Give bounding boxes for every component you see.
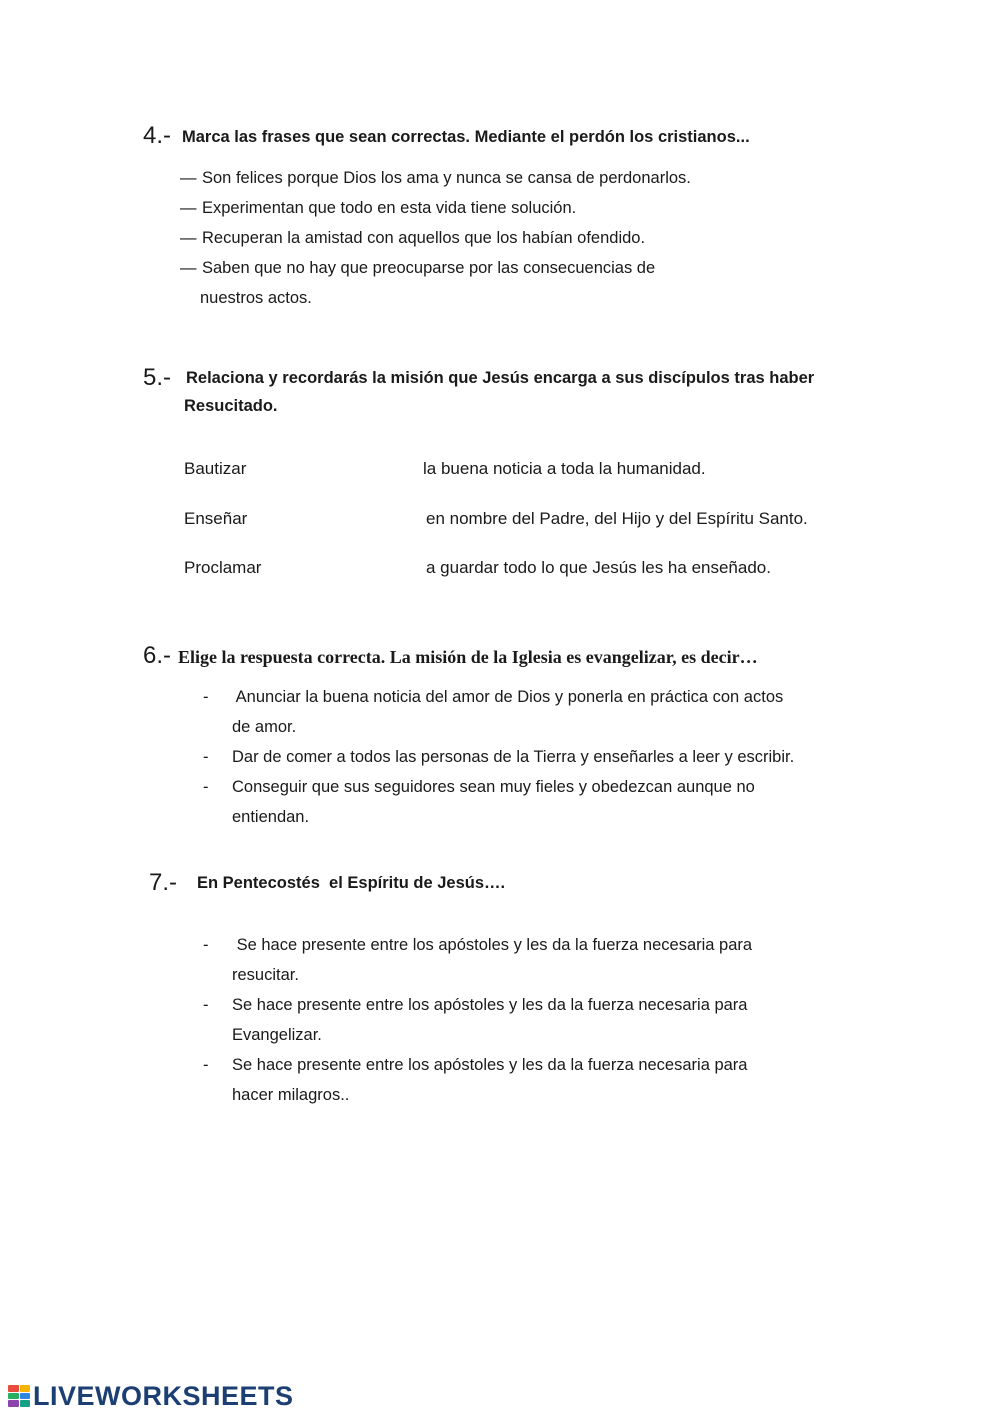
option-text[interactable]: Anunciar la buena noticia del amor de Dios y ponerla en práctica con actos: [232, 688, 784, 706]
match-right-item[interactable]: la buena noticia a toda la humanidad.: [423, 459, 706, 478]
option-dash: —: [180, 169, 197, 187]
option-text[interactable]: Son felices porque Dios los ama y nunca se cansa de perdonarlos.: [202, 169, 691, 187]
question-title: Marca las frases que sean correctas. Mediante el perdón los cristianos...: [182, 128, 750, 146]
match-left-item[interactable]: Bautizar: [184, 459, 247, 478]
liveworksheets-logo[interactable]: [8, 1381, 294, 1411]
question-number: 4.-: [143, 122, 172, 149]
option-dash: -: [203, 688, 209, 706]
option-text[interactable]: Conseguir que sus seguidores sean muy fieles y obedezcan aunque no: [232, 778, 755, 796]
option-text-continuation: entiendan.: [232, 808, 310, 826]
option-dash: -: [203, 778, 209, 796]
option-text-continuation: de amor.: [232, 718, 297, 736]
option-dash: -: [203, 936, 209, 954]
option-text[interactable]: Recuperan la amistad con aquellos que los habían ofendido.: [202, 229, 646, 247]
option-dash: -: [203, 1056, 209, 1074]
option-text[interactable]: Dar de comer a todos las personas de la Tierra y enseñarles a leer y escribir.: [232, 748, 795, 766]
question-number: 5.-: [143, 364, 172, 391]
option-text-continuation: resucitar.: [232, 966, 299, 984]
liveworksheets-logo-icon: [8, 1385, 30, 1407]
option-text[interactable]: Se hace presente entre los apóstoles y les da la fuerza necesaria para: [232, 936, 753, 954]
question-title: Relaciona y recordarás la misión que Jesús encarga a sus discípulos tras haber: [186, 369, 815, 387]
option-dash: -: [203, 996, 209, 1014]
option-text[interactable]: Se hace presente entre los apóstoles y les da la fuerza necesaria para: [232, 1056, 748, 1074]
option-dash: -: [203, 748, 209, 766]
match-right-item[interactable]: en nombre del Padre, del Hijo y del Espíritu Santo.: [426, 509, 808, 528]
question-number: 7.-: [149, 869, 178, 896]
match-left-item[interactable]: Proclamar: [184, 558, 262, 577]
option-dash: —: [180, 199, 197, 217]
question-number: 6.-: [143, 642, 172, 669]
option-text[interactable]: Experimentan que todo en esta vida tiene solución.: [202, 199, 577, 217]
match-left-item[interactable]: Enseñar: [184, 509, 248, 528]
option-text[interactable]: Saben que no hay que preocuparse por las consecuencias de: [202, 259, 656, 277]
question-title: En Pentecostés el Espíritu de Jesús….: [197, 874, 506, 892]
option-dash: —: [180, 259, 197, 277]
question-title-line2: Resucitado.: [184, 397, 278, 415]
logo-text: LIVEWORKSHEETS: [33, 1380, 294, 1411]
option-text-continuation: nuestros actos.: [200, 289, 312, 307]
option-text-continuation: hacer milagros..: [232, 1086, 350, 1104]
question-title: Elige la respuesta correcta. La misión de la Iglesia es evangelizar, es decir…: [178, 647, 758, 667]
match-right-item[interactable]: a guardar todo lo que Jesús les ha enseñado.: [426, 558, 771, 577]
option-text[interactable]: Se hace presente entre los apóstoles y les da la fuerza necesaria para: [232, 996, 748, 1014]
option-dash: —: [180, 229, 197, 247]
option-text-continuation: Evangelizar.: [232, 1026, 322, 1044]
